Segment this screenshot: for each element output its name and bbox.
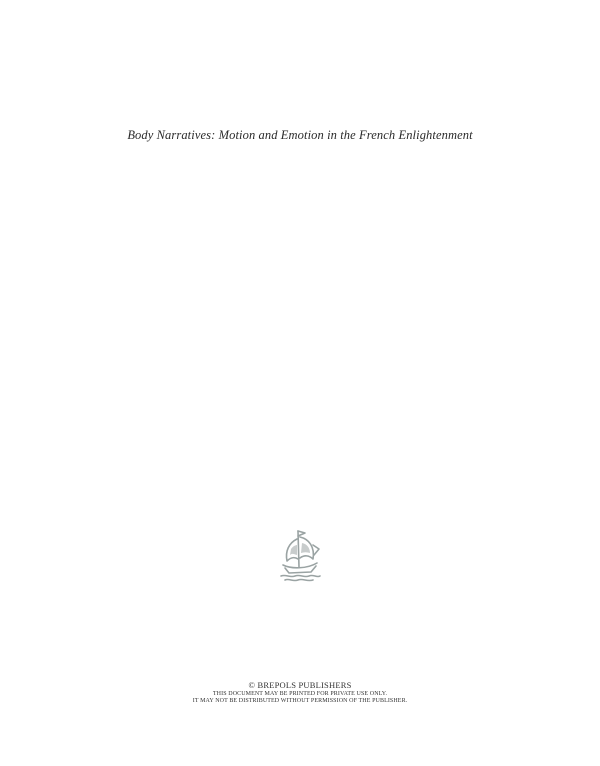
usage-notice-line-2: IT MAY NOT BE DISTRIBUTED WITHOUT PERMISSION OF THE PUBLISHER. bbox=[192, 697, 408, 704]
copyright-footer bbox=[0, 681, 600, 705]
publisher-copyright: © BREPOLS PUBLISHERS bbox=[248, 680, 352, 690]
usage-notice-line-1: THIS DOCUMENT MAY BE PRINTED FOR PRIVATE USE ONLY. bbox=[212, 690, 388, 697]
brepols-ship-logo-icon bbox=[277, 527, 323, 583]
book-title: Body Narratives: Motion and Emotion in the French Enlightenment bbox=[127, 128, 473, 142]
